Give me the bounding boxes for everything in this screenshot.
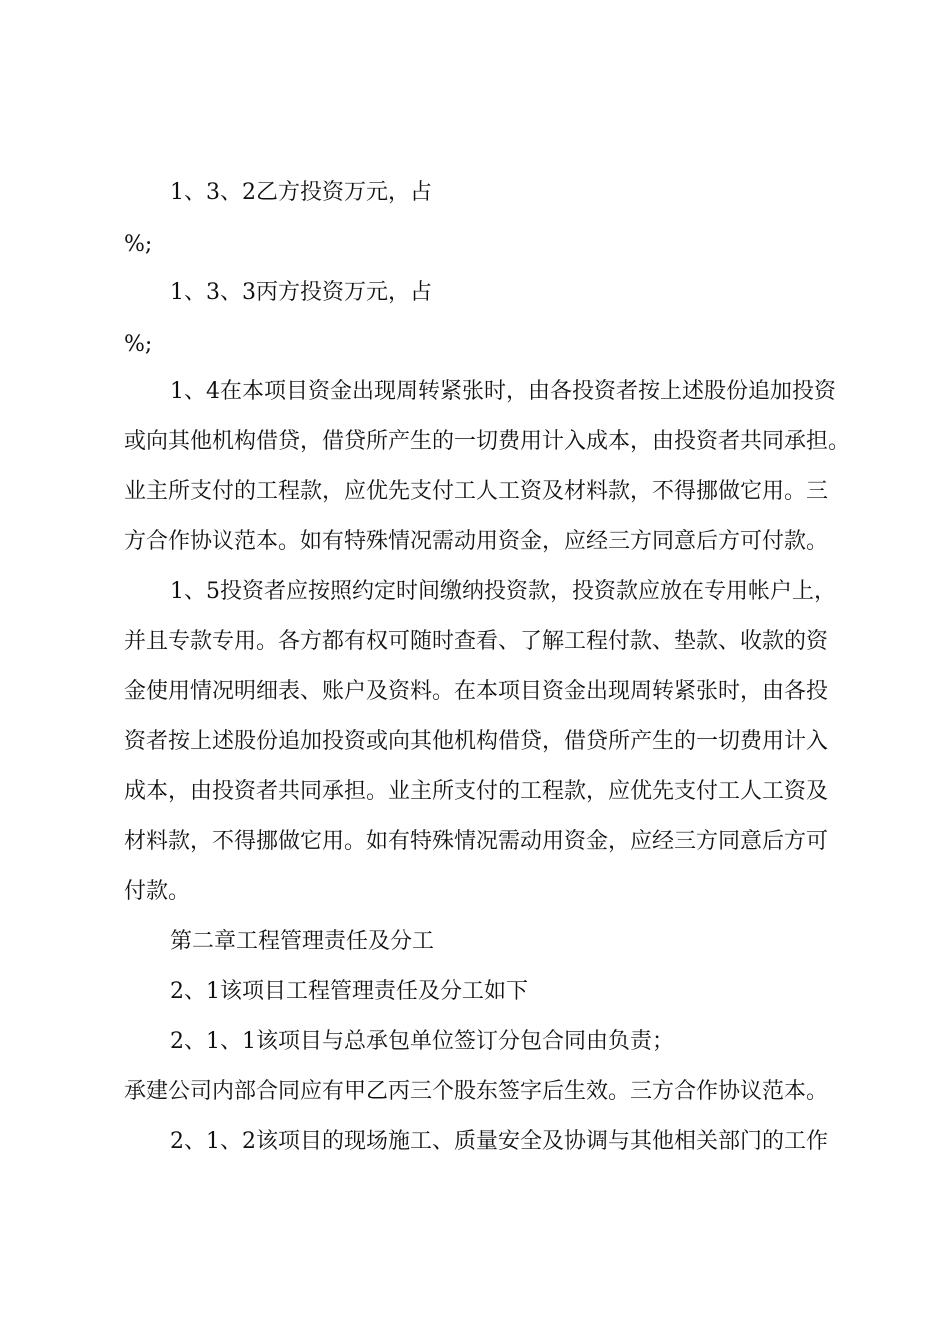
text-line: 或向其他机构借贷，借贷所产生的一切费用计入成本，由投资者共同承担。 bbox=[124, 429, 851, 454]
text-line: 材料款，不得挪做它用。如有特殊情况需动用资金，应经三方同意后方可 bbox=[124, 829, 829, 854]
text-line: 2、1、2该项目的现场施工、质量安全及协调与其他相关部门的工作 bbox=[170, 1129, 828, 1154]
text-line: %; bbox=[124, 232, 153, 257]
text-line: 1、3、2乙方投资万元，占 bbox=[170, 180, 432, 205]
text-line: 2、1该项目工程管理责任及分工如下 bbox=[170, 979, 528, 1004]
text-line: 1、4在本项目资金出现周转紧张时，由各投资者按上述股份追加投资 bbox=[170, 379, 836, 404]
text-line: 成本，由投资者共同承担。业主所支付的工程款，应优先支付工人工资及 bbox=[124, 779, 829, 804]
text-line: %; bbox=[124, 332, 153, 357]
text-line: 2、1、1该项目与总承包单位签订分包合同由负责； bbox=[170, 1029, 674, 1054]
text-line: 方合作协议范本。如有特殊情况需动用资金，应经三方同意后方可付款。 bbox=[124, 529, 829, 554]
text-line: 资者按上述股份追加投资或向其他机构借贷，借贷所产生的一切费用计入 bbox=[124, 729, 829, 754]
text-line: 业主所支付的工程款，应优先支付工人工资及材料款，不得挪做它用。三 bbox=[124, 479, 829, 504]
text-line: 付款。 bbox=[124, 879, 191, 904]
text-line: 1、5投资者应按照约定时间缴纳投资款，投资款应放在专用帐户上， bbox=[170, 579, 836, 604]
text-line: 承建公司内部合同应有甲乙丙三个股东签字后生效。三方合作协议范本。 bbox=[124, 1079, 829, 1104]
chapter-heading: 第二章工程管理责任及分工 bbox=[170, 929, 435, 954]
text-line: 金使用情况明细表、账户及资料。在本项目资金出现周转紧张时，由各投 bbox=[124, 679, 829, 704]
text-line: 并且专款专用。各方都有权可随时查看、了解工程付款、垫款、收款的资 bbox=[124, 629, 829, 654]
text-line: 1、3、3丙方投资万元，占 bbox=[170, 280, 432, 305]
